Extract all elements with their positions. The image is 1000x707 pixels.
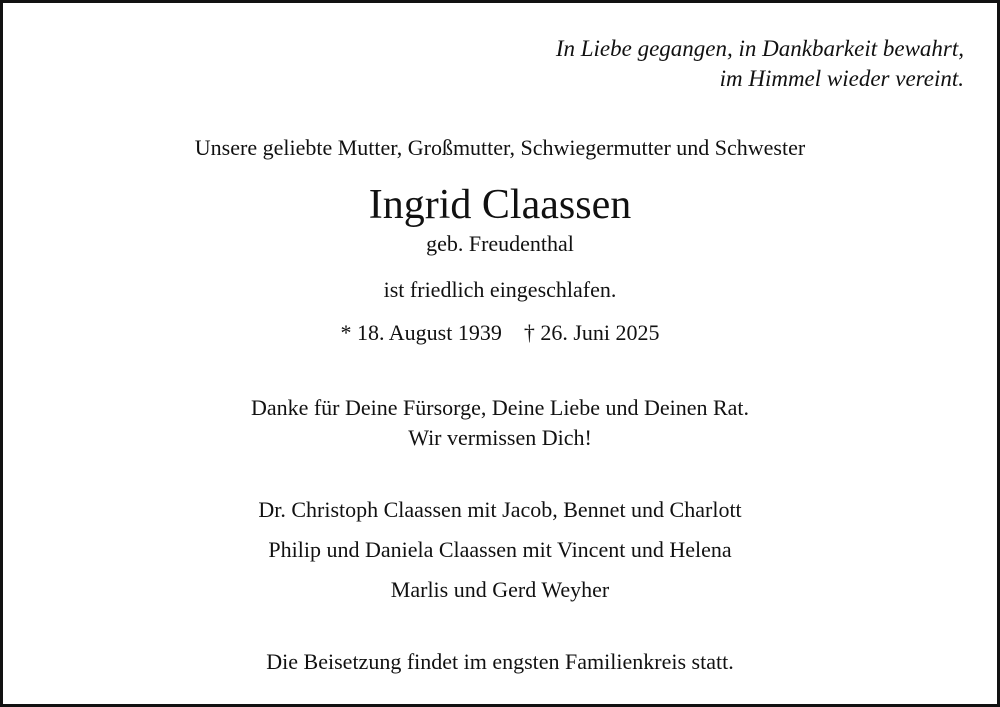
intro-text: Unsere geliebte Mutter, Großmutter, Schwiegermutter und Schwester bbox=[194, 135, 806, 160]
maiden-name: geb. Freudenthal bbox=[426, 231, 574, 256]
motto-line-1: In Liebe gegangen, in Dankbarkeit bewahrt, bbox=[555, 36, 964, 61]
thanks-line-2: Wir vermissen Dich! bbox=[408, 425, 592, 450]
birth-date: * 18. August 1939 bbox=[340, 320, 502, 345]
burial-note: Die Beisetzung findet im engsten Familienkreis statt. bbox=[266, 649, 734, 674]
life-dates bbox=[0, 319, 1000, 347]
motto-line-2: im Himmel wieder vereint. bbox=[719, 66, 964, 91]
thanks-line-1: Danke für Deine Fürsorge, Deine Liebe und Deinen Rat. bbox=[250, 395, 750, 420]
mourner-line: Philip und Daniela Claassen mit Vincent und Helena bbox=[268, 537, 732, 562]
statement-text: ist friedlich eingeschlafen. bbox=[383, 277, 617, 302]
death-date: † 26. Juni 2025 bbox=[523, 320, 660, 345]
mourner-line: Dr. Christoph Claassen mit Jacob, Bennet und Charlott bbox=[258, 497, 742, 522]
motto bbox=[556, 34, 964, 94]
mourner-line: Marlis und Gerd Weyher bbox=[390, 577, 610, 602]
deceased-name: Ingrid Claassen bbox=[368, 182, 632, 228]
